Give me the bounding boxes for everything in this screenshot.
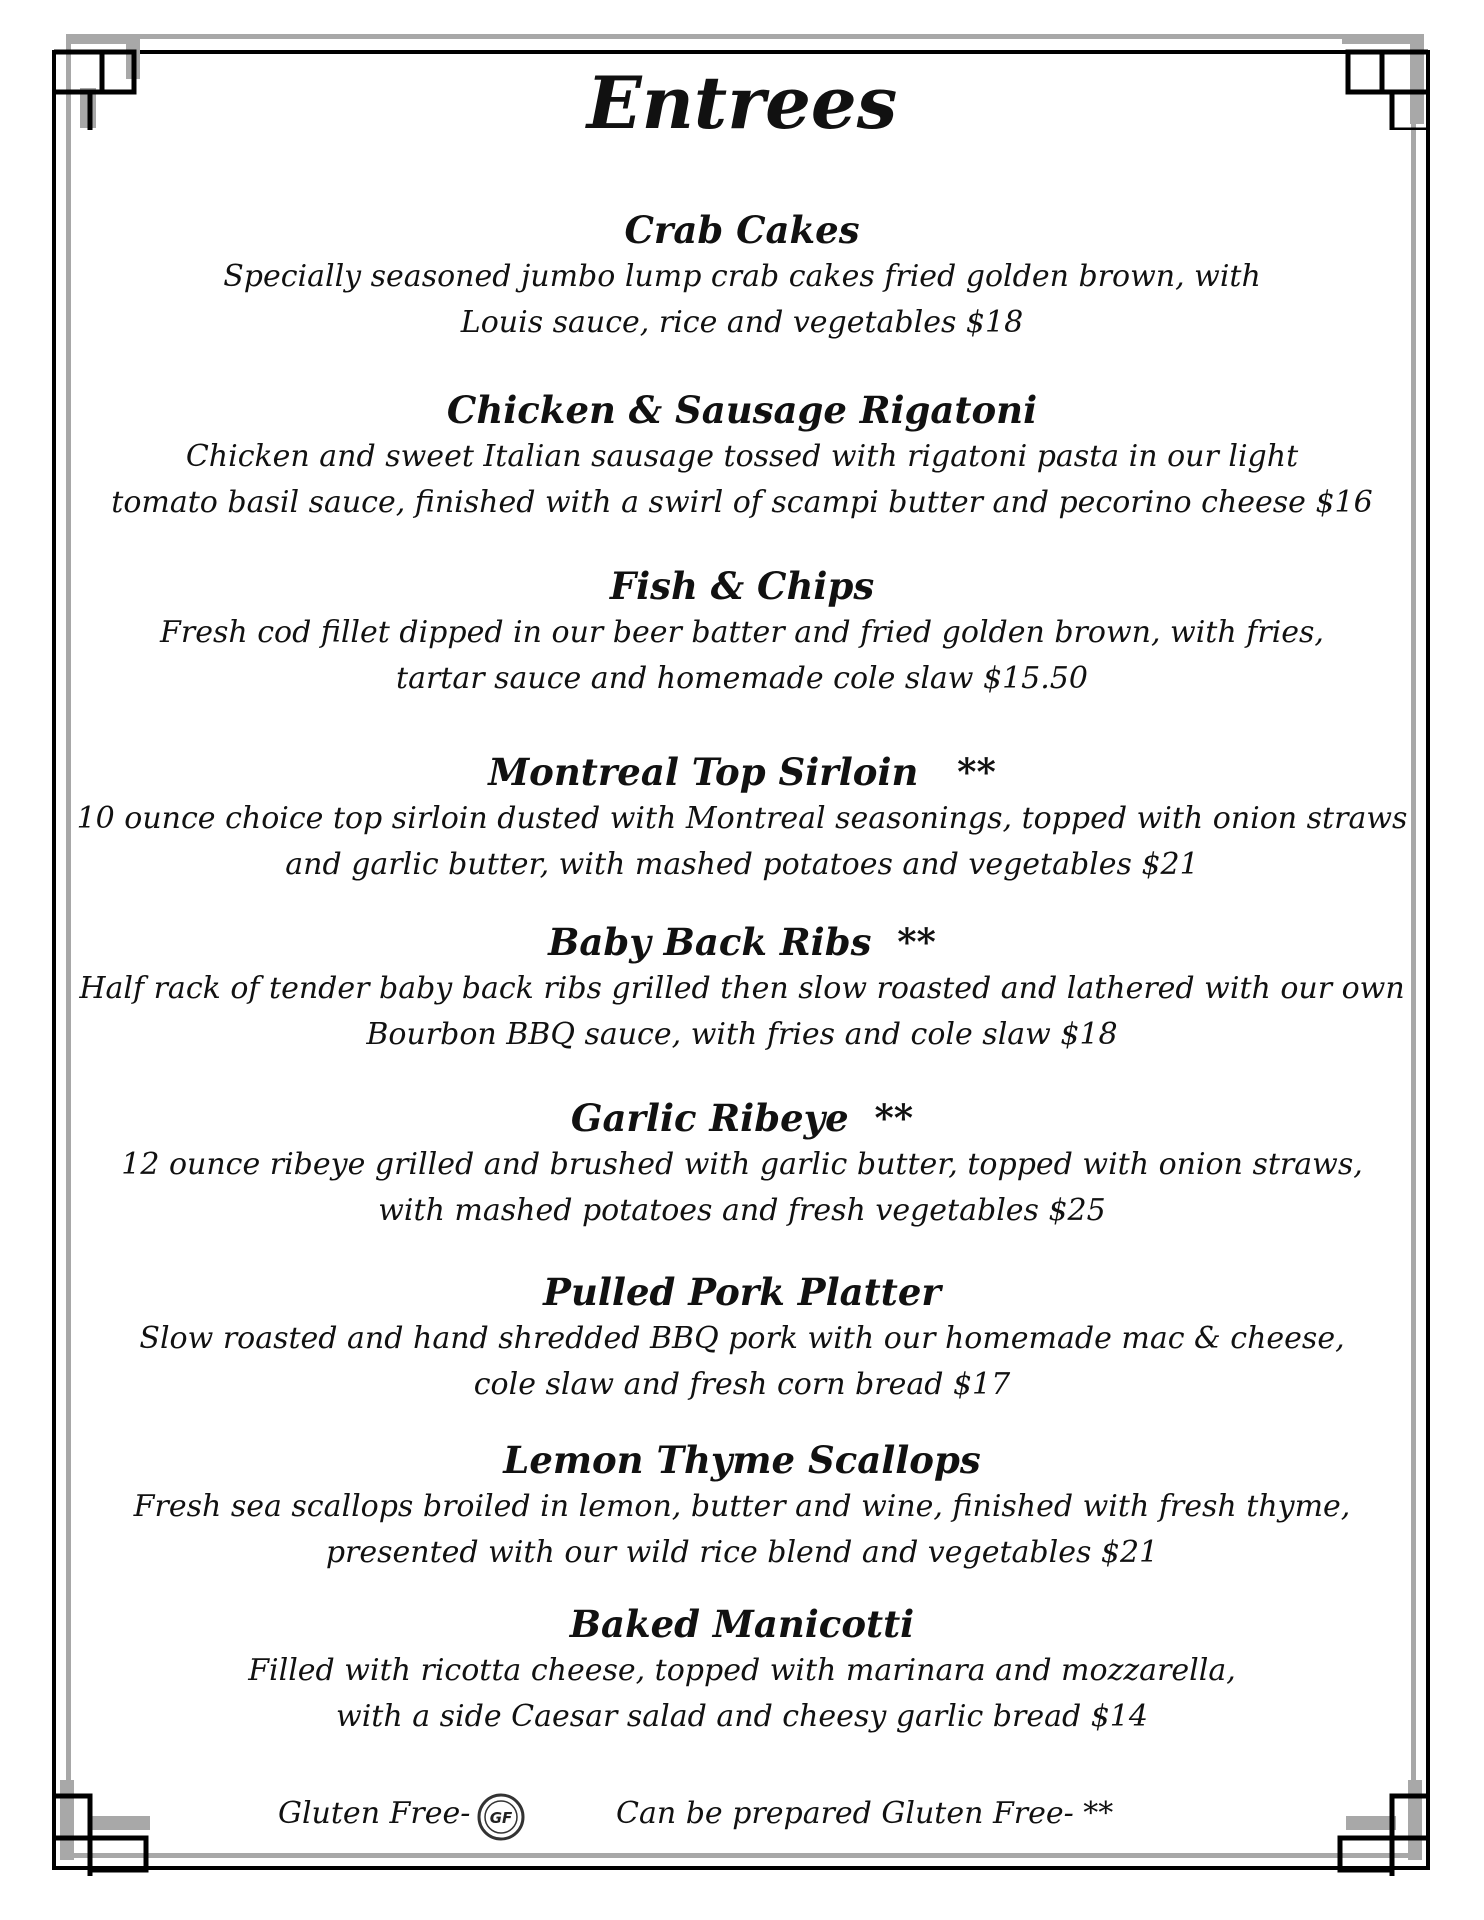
dish-name: Garlic Ribeye ** xyxy=(570,1096,914,1140)
can-be-prepared-gluten-free-label: Can be prepared Gluten Free- ** xyxy=(616,1796,1114,1831)
dish-description-line-1: Fresh cod fillet dipped in our beer batter and fried golden brown, with fries, xyxy=(160,615,1324,650)
dish-description-line-2: tomato basil sauce, finished with a swirl of scampi butter and pecorino cheese $16 xyxy=(111,485,1373,520)
dish-name: Pulled Pork Platter xyxy=(543,1270,941,1314)
dish-description-line-2: Louis sauce, rice and vegetables $18 xyxy=(460,305,1024,340)
menu-item-baked-manicotti xyxy=(0,1600,1484,1740)
gluten-free-legend xyxy=(0,1792,1484,1842)
gluten-free-marker: ** xyxy=(897,920,936,964)
dish-description-line-2: presented with our wild rice blend and vegetables $21 xyxy=(325,1535,1159,1570)
dish-description-line-1: Slow roasted and hand shredded BBQ pork with our homemade mac & cheese, xyxy=(139,1321,1345,1356)
menu-item-fish-chips xyxy=(0,562,1484,702)
gf-badge-text: GF xyxy=(489,1809,513,1827)
dish-description-line-2: Bourbon BBQ sauce, with fries and cole slaw $18 xyxy=(366,1017,1118,1052)
gluten-free-marker: ** xyxy=(874,1096,914,1140)
menu-item-crab-cakes xyxy=(0,206,1484,346)
menu-item-pulled-pork-platter xyxy=(0,1268,1484,1408)
dish-description-line-1: Filled with ricotta cheese, topped with marinara and mozzarella, xyxy=(248,1653,1236,1688)
dish-name: Baked Manicotti xyxy=(569,1602,915,1646)
dish-description-line-1: 12 ounce ribeye grilled and brushed with garlic butter, topped with onion straws, xyxy=(121,1147,1363,1182)
gluten-free-badge-icon xyxy=(476,1792,526,1842)
dish-name: Crab Cakes xyxy=(624,208,860,252)
dish-description-line-1: Half rack of tender baby back ribs grilled then slow roasted and lathered with our own xyxy=(79,971,1405,1006)
dish-description-line-2: with a side Caesar salad and cheesy garlic bread $14 xyxy=(336,1699,1148,1734)
menu-item-montreal-top-sirloin xyxy=(0,748,1484,888)
dish-description-line-1: Specially seasoned jumbo lump crab cakes fried golden brown, with xyxy=(223,259,1261,294)
dish-name: Chicken & Sausage Rigatoni xyxy=(446,388,1038,432)
menu-item-baby-back-ribs xyxy=(0,918,1484,1058)
dish-name: Lemon Thyme Scallops xyxy=(503,1438,981,1482)
page-title: Entrees xyxy=(586,60,898,145)
menu-item-garlic-ribeye xyxy=(0,1094,1484,1234)
menu-item-lemon-thyme-scallops xyxy=(0,1436,1484,1576)
dish-description-line-2: and garlic butter, with mashed potatoes and vegetables $21 xyxy=(285,847,1199,882)
dish-name: Fish & Chips xyxy=(609,564,875,608)
dish-name: Montreal Top Sirloin ** xyxy=(488,750,996,794)
gluten-free-marker: ** xyxy=(957,750,996,794)
gluten-free-label: Gluten Free- xyxy=(278,1796,471,1831)
dish-description-line-1: 10 ounce choice top sirloin dusted with Montreal seasonings, topped with onion straws xyxy=(76,801,1408,836)
dish-description-line-1: Chicken and sweet Italian sausage tossed with rigatoni pasta in our light xyxy=(185,439,1299,474)
dish-description-line-2: with mashed potatoes and fresh vegetables $25 xyxy=(378,1193,1106,1228)
dish-description-line-2: cole slaw and fresh corn bread $17 xyxy=(473,1367,1011,1402)
dish-description-line-2: tartar sauce and homemade cole slaw $15.50 xyxy=(396,661,1088,696)
dish-name: Baby Back Ribs ** xyxy=(548,920,936,964)
menu-item-chicken-sausage-rigatoni xyxy=(0,386,1484,526)
dish-description-line-1: Fresh sea scallops broiled in lemon, butter and wine, finished with fresh thyme, xyxy=(133,1489,1351,1524)
